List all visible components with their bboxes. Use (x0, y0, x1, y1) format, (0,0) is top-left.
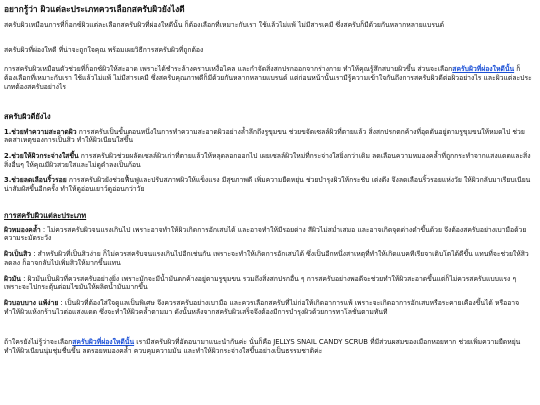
skin-type-item (4, 250, 532, 267)
skin-type-label: ผิวบอบบาง แพ้ง่าย (4, 298, 59, 307)
intro-paragraph: สครับผิวเหมือนการที่ก็อกซ์ผิวแต่ละเลือกสครับผิวที่ผ่องใหดีนั้น ก็ต้องเลือกที่เหมาะกับเรา ใช้แล้วไม่แพ้ ไม่มีสารเคมี ซึ่งสครับก็มีด้วยกันหลากหลายแบรนด์ (4, 21, 445, 29)
skin-type-item (4, 299, 532, 316)
benefit-text: การสครับเป็นขั้นตอนหนึ่งในการทำความสะอาดผิวอย่างล้ำลึกถึงรูขุมขน ช่วยขจัดเซลล์ผิวที่ตายแล้ว สิ่งสกปรกตกค้างที่อุดตันอยู่ตามรูขุมขนให้หมดไป ช่วยลดสาเหตุของการเป็นสิว ทำให้ผิวเนียนใสขึ้น (4, 127, 525, 145)
benefit-item (4, 176, 532, 193)
benefit-item (4, 152, 532, 169)
skin-type-text: : สำหรับผิวที่เป็นสิวง่าย ก็ไม่ควรสครับจนแรงเกินไปอีกเช่นกัน เพราะจะทำให้เกิดการอักเสบได้ ซึ่งเป็นอีกหนึ่งสาเหตุที่ทำให้เกิดแบคทีเรียจาเติบโตได้ดีขึ้น แทนที่จะช่วยให้สิวลดลง ก็อาจกลับไปเพิ่มสิวให้มากขึ้นแทน (4, 250, 529, 267)
overview-text-before: การสครับผิวเหมือนตัวช่วยที่ก็อกซ์ผิวให้สะอาด เพราะได้ชำระล้างคราบเหงื่อไคล และกำจัดสิ่งสกปรกออกจากร่างกาย ทำให้คุณรู้สึกสบายผิวขึ้น ส่วนจะเลือก (4, 65, 453, 74)
skin-type-text: : เป็นผิวที่ต้องใส่ใจดูแลเป็นพิเศษ จึงควรสครับอย่างเบามือ และควรเลือกสครับที่ไม่ก่อให้เกิดอาการแพ้ เพราะจะเกิดอาการอักเสบหรือระคายเคืองขึ้นได้ หรืออาจทำให้ผิวแห้งกร้านไวต่อแสงแดด ซึ่งจะทำให้ผิวคล้ำตามมา ดังนั้นหลังจากสครับผิวเสร็จจึงต้องมีการบำรุงผิวด้วยการทาโลชั่นตามทันที (4, 298, 520, 316)
scrub-link[interactable]: สครับผิวที่ผ่องใหดีนั้น (452, 65, 515, 74)
benefit-text: การสครับผิวช่วยผลัดเซลล์ผิวเก่าที่ตายแล้วให้หลุดลอกออกไป เผยเซลล์ผิวใหม่ที่กระจ่างใสยิ่งกว่าเดิม ลดเลือนความหมองคล้ำที่ถูกกระทำจากแสงแดดและสิ่งสิ่งอื่นๆ ให้คุณมีผิวสวยใสและไม่ดูดำลงเป็นก้อน (4, 151, 531, 169)
article-title: อยากรู้ว่า ผิวแต่ละประเภทควรเลือกสครับผิวยังไงดี (4, 4, 185, 14)
skin-type-item (4, 226, 532, 243)
benefit-text: การสครับผิวยังช่วยฟื้นฟูและปรับสภาพผิวให้แข็งแรง มีสุขภาพดี เพิ่มความยืดหยุ่น ช่วยบำรุงผิวให้กระชับ เต่งตึง จึงลดเลือนริ้วรอยแห่งวัย ให้ผิวกลับมาเรียบเนียนน่าสัมผัสขึ้นอีกครั้ง ทำให้ดูอ่อนเยาว์ดูอ่อนกว่าวัย (4, 176, 531, 194)
skin-type-label: ผิวหมองคล้ำ (4, 225, 41, 234)
closing-text-after: เรามีสครับผิวที่อัดอนามาแนะนำกันค่ะ นั่นก็คือ JELLYS SNAIL CANDY SCRUB ที่มีส่วนผสมของเมือกหอยทาก ช่วยเพิ่มความยืดหยุ่น ทำให้ผิวเนียนนุ่มชุ่มชื่นขึ้น ลดรอยหมองคล้ำ ควบคุมความมัน และทำให้ผิวกระจ่างใสขึ้นอย่างเป็นธรรมชาติค่ะ (4, 338, 521, 356)
skin-type-label: ผิวเป็นสิว (4, 250, 32, 259)
overview-text-after: ก็ต้องเลือกที่เหมาะกับเรา ใช้แล้วไม่แพ้ ไม่มีสารเคมี ซึ่งสครับคุณภาพดีก็มีด้วยกันหลากหลายแบรนด์ แต่ก่อนหน้านั้นเรามีรู้ความเข้าใจกันถึงการสครับผิวดีต่อผิวอย่างไร และผิวแต่ละประเภทต้องสครับอย่างไร (4, 65, 532, 91)
overview-paragraph (4, 65, 532, 91)
section-lead: สครับผิวที่ผ่องใหดี ที่น่าจะถูกใจคุณ พร้อมเผยวิธีการสครับผิวที่ถูกต้อง (4, 45, 204, 54)
benefit-label: 3.ช่วยลดเลือนริ้วรอย (4, 176, 67, 185)
skin-type-label: ผิวมัน (4, 274, 21, 283)
skin-type-item (4, 275, 532, 292)
skin-type-text: : ผิวมันเป็นผิวที่ควรสครับอย่างยิ่ง เพราะมักจะมีน้ำมันตกค้างอยู่ตามรูขุมขน รวมถึงสิ่งสกปรกอื่น ๆ การสครับอย่างพอดีจะช่วยทำให้ผิวสะอาดขึ้นแต่ก็ไม่ควรสครับแบบแรง ๆ เพราะจะไปกระตุ้นต่อมไขมันให้ผลิตน้ำมันมากขึ้น (4, 274, 517, 292)
skin-type-text: : ไม่ควรสครับผิวจนแรงเกินไป เพราะอาจทำให้ผิวเกิดการอักเสบได้ และอาจทำให้มีรอยด่าง สีผิวไม่สม่ำเสมอ และอาจเกิดจุดด่างดำขึ้นด้วย จึงต้องสครับอย่างเบามือด้วยความระมัดระวัง (4, 225, 527, 243)
types-heading: การสครับผิวแต่ละประเภท (4, 210, 87, 220)
benefit-item (4, 128, 532, 145)
article (4, 4, 532, 356)
closing-paragraph (4, 338, 532, 355)
closing-text-before: ถ้าใครยังไม่รู้ว่าจะเลือก (4, 338, 73, 347)
benefits-heading: สครับผิวดียังไง (4, 111, 51, 121)
scrub-link[interactable]: สครับผิวที่ผ่องใหดีนั้น (72, 338, 135, 347)
benefit-label: 1.ช่วยทำความสะอาดผิว (4, 127, 77, 136)
benefit-label: 2.ช่วยให้ผิวกระจ่างใสขึ้น (4, 151, 79, 160)
